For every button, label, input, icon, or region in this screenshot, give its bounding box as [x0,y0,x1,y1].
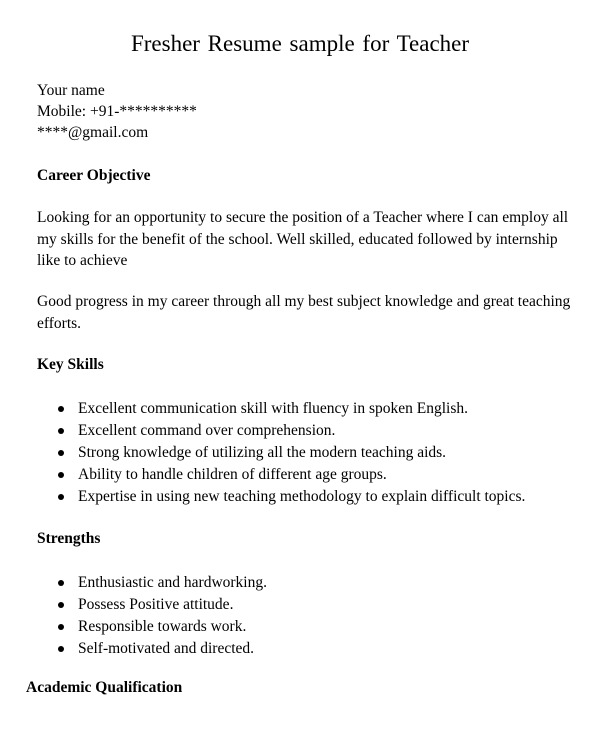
list-item-text: Enthusiastic and hardworking. [78,574,267,591]
bullet-icon [58,472,64,478]
bullet-icon [58,646,64,652]
contact-block [37,80,197,143]
list-item [58,420,525,442]
list-item-text: Possess Positive attitude. [78,596,234,613]
career-objective-heading: Career Objective [37,167,151,184]
list-item-text: Excellent communication skill with fluency in spoken English. [78,400,469,417]
bullet-icon [58,406,64,412]
bullet-icon [58,428,64,434]
strengths-list [58,572,267,660]
key-skills-list [58,398,525,508]
list-item-text: Expertise in using new teaching methodology to explain difficult topics. [78,488,526,505]
contact-email: ****@gmail.com [37,124,149,141]
bullet-icon [58,602,64,608]
key-skills-heading: Key Skills [37,356,104,373]
list-item-text: Self-motivated and directed. [78,640,255,657]
contact-mobile: Mobile: +91-********** [37,103,197,120]
list-item-text: Responsible towards work. [78,618,247,635]
list-item-text: Ability to handle children of different age groups. [78,466,387,483]
list-item [58,616,267,638]
bullet-icon [58,580,64,586]
contact-name: Your name [37,82,105,99]
career-objective-paragraph: Good progress in my career through all my best subject knowledge and great teaching efforts. [37,293,571,332]
career-objective-paragraph: Looking for an opportunity to secure the position of a Teacher where I can employ all my skills for the benefit of the school. Well skilled, educated followed by internship like to achieve [37,209,569,269]
strengths-heading: Strengths [37,530,101,547]
document-title: Fresher Resume sample for Teacher [130,31,470,56]
list-item [58,594,267,616]
list-item [58,638,267,660]
bullet-icon [58,450,64,456]
list-item [58,398,525,420]
list-item-text: Excellent command over comprehension. [78,422,336,439]
list-item [58,486,525,508]
academic-qualification-heading: Academic Qualification [26,679,183,696]
bullet-icon [58,624,64,630]
list-item [58,572,267,594]
list-item-text: Strong knowledge of utilizing all the modern teaching aids. [78,444,447,461]
bullet-icon [58,494,64,500]
list-item [58,464,525,486]
list-item [58,442,525,464]
